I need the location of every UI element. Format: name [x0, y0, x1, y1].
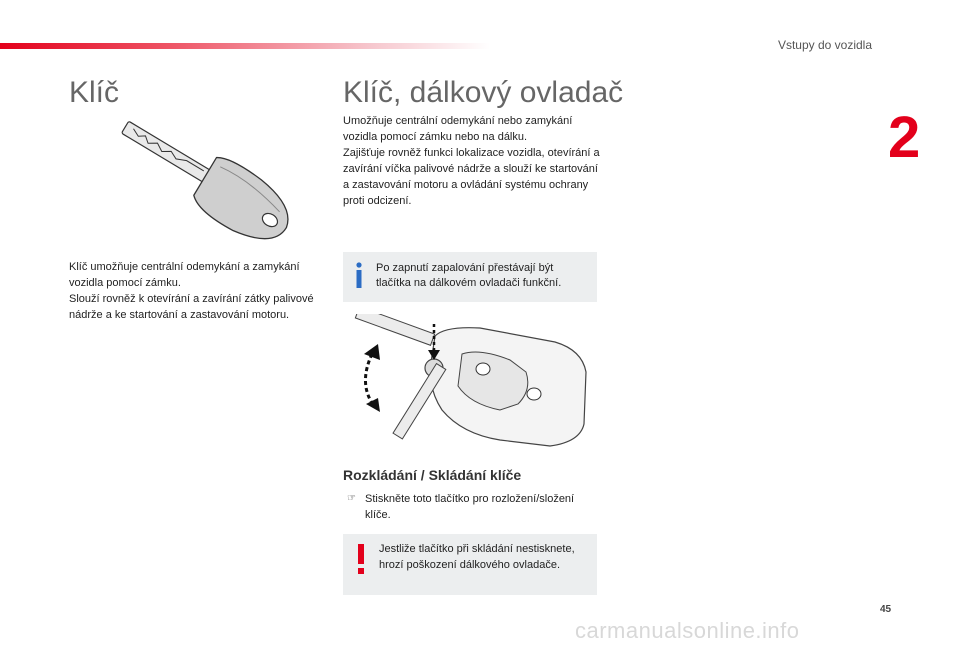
- header-accent-bar: [0, 43, 490, 49]
- chapter-number: 2: [888, 105, 921, 170]
- right-title: Klíč, dálkový ovladač: [343, 76, 624, 109]
- key-description: Klíč umožňuje centrální odemykání a zamykání vozidla pomocí zámku. Slouží rovněž k otevírání a zavírání zátky palivové nádrže a ke startování a zastavování motoru.: [69, 261, 314, 321]
- watermark: carmanualsonline.info: [575, 618, 800, 643]
- info-box: [343, 252, 597, 302]
- section-title: Vstupy do vozidla: [777, 38, 872, 52]
- step-text: Stiskněte toto tlačítko pro rozložení/složení klíče.: [365, 493, 575, 521]
- key-illustration: [100, 115, 300, 255]
- warning-box: [343, 534, 597, 595]
- info-icon: [353, 262, 367, 288]
- remote-description: Umožňuje centrální odemykání nebo zamykání vozidla pomocí zámku nebo na dálku. Zajišťuje rovněž funkci lokalizace vozidla, otevírání a zavírání víčka palivové nádrže a slouží ke startování a zastavování motoru a ovládání systému ochrany proti odcizení.: [343, 115, 600, 207]
- page-number: 45: [880, 604, 892, 615]
- exclamation-icon: [357, 544, 365, 574]
- info-text: Po zapnutí zapalování přestávají být tlačítka na dálkovém ovladači funkční.: [376, 262, 562, 289]
- folding-key-illustration: [350, 314, 600, 454]
- step-item: [347, 491, 602, 523]
- left-title: Klíč: [69, 76, 120, 109]
- folding-heading: Rozkládání / Skládání klíče: [343, 467, 522, 483]
- warning-text: Jestliže tlačítko při skládání nestisknete, hrozí poškození dálkového ovladače.: [379, 543, 575, 571]
- pointing-hand-icon: ☞: [347, 493, 356, 504]
